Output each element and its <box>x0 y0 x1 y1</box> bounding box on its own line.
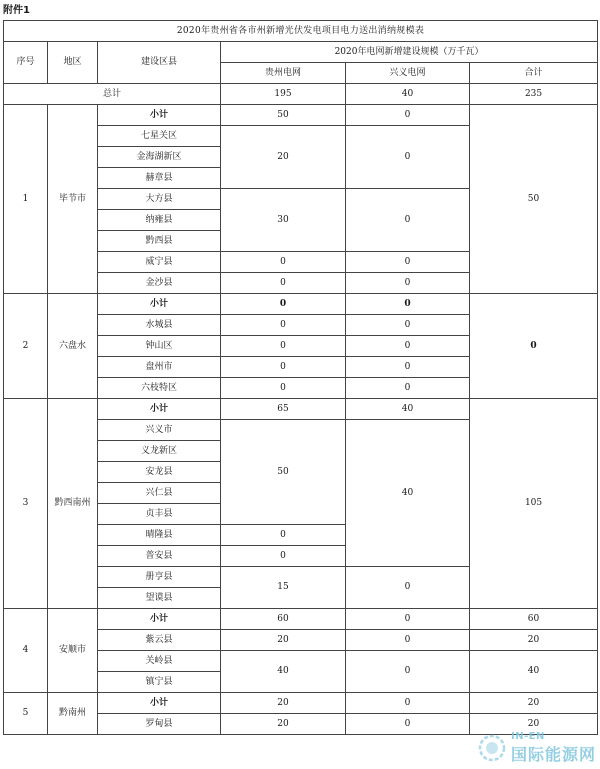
subtotal-xingyi: 0 <box>346 105 470 126</box>
county-cell: 钟山区 <box>98 336 221 357</box>
guizhou-cell: 40 <box>221 651 346 693</box>
county-cell: 威宁县 <box>98 252 221 273</box>
county-cell: 紫云县 <box>98 630 221 651</box>
subtotal-xingyi: 0 <box>346 294 470 315</box>
xingyi-cell: 0 <box>346 252 470 273</box>
xingyi-cell: 0 <box>346 357 470 378</box>
table-row <box>4 609 598 630</box>
xingyi-cell: 0 <box>346 378 470 399</box>
county-cell: 六枝特区 <box>98 378 221 399</box>
guizhou-cell: 0 <box>221 525 346 546</box>
subtotal-label: 小计 <box>98 399 221 420</box>
watermark-cn: 国际能源网 <box>510 745 596 764</box>
watermark <box>476 729 596 767</box>
county-cell: 贞丰县 <box>98 504 221 525</box>
grand-total-label: 总计 <box>4 84 221 105</box>
subtotal-xingyi: 0 <box>346 693 470 714</box>
county-cell: 水城县 <box>98 315 221 336</box>
capacity-table <box>3 20 598 735</box>
county-cell: 黔西县 <box>98 231 221 252</box>
grand-total-row <box>4 84 598 105</box>
subtotal-xingyi: 40 <box>346 399 470 420</box>
table-row <box>4 693 598 714</box>
county-cell: 盘州市 <box>98 357 221 378</box>
subtotal-label: 小计 <box>98 693 221 714</box>
table-row <box>4 105 598 126</box>
header-seq: 序号 <box>4 42 48 84</box>
county-cell: 大方县 <box>98 189 221 210</box>
county-cell: 兴义市 <box>98 420 221 441</box>
region-total: 50 <box>470 105 598 294</box>
xingyi-cell: 0 <box>346 273 470 294</box>
subtotal-guizhou: 0 <box>221 294 346 315</box>
seq-cell: 2 <box>4 294 48 399</box>
guizhou-cell: 20 <box>221 714 346 735</box>
total-cell: 20 <box>470 714 598 735</box>
region-cell: 黔南州 <box>48 693 98 735</box>
region-cell: 毕节市 <box>48 105 98 294</box>
guizhou-cell: 30 <box>221 189 346 252</box>
county-cell: 兴仁县 <box>98 483 221 504</box>
table-row <box>4 399 598 420</box>
guizhou-cell: 15 <box>221 567 346 609</box>
xingyi-cell: 0 <box>346 336 470 357</box>
guizhou-cell: 50 <box>221 420 346 525</box>
xingyi-cell: 0 <box>346 567 470 609</box>
table-row <box>4 294 598 315</box>
xingyi-cell: 0 <box>346 189 470 252</box>
subtotal-guizhou: 60 <box>221 609 346 630</box>
grand-total-xingyi: 40 <box>346 84 470 105</box>
subtotal-label: 小计 <box>98 105 221 126</box>
county-cell: 关岭县 <box>98 651 221 672</box>
subtotal-guizhou: 20 <box>221 693 346 714</box>
subtotal-label: 小计 <box>98 294 221 315</box>
region-cell: 六盘水 <box>48 294 98 399</box>
region-cell: 黔西南州 <box>48 399 98 609</box>
guizhou-cell: 0 <box>221 378 346 399</box>
xingyi-cell: 0 <box>346 630 470 651</box>
guizhou-cell: 0 <box>221 252 346 273</box>
county-cell: 册亨县 <box>98 567 221 588</box>
subtotal-label: 小计 <box>98 609 221 630</box>
guizhou-cell: 20 <box>221 126 346 189</box>
subtotal-guizhou: 65 <box>221 399 346 420</box>
xingyi-cell: 0 <box>346 714 470 735</box>
total-cell: 40 <box>470 651 598 693</box>
xingyi-cell: 0 <box>346 126 470 189</box>
county-cell: 望谟县 <box>98 588 221 609</box>
seq-cell: 4 <box>4 609 48 693</box>
county-cell: 义龙新区 <box>98 441 221 462</box>
county-cell: 镇宁县 <box>98 672 221 693</box>
guizhou-cell: 20 <box>221 630 346 651</box>
watermark-en: IN-EN <box>510 731 545 742</box>
subtotal-total: 60 <box>470 609 598 630</box>
guizhou-cell: 0 <box>221 273 346 294</box>
xingyi-cell: 0 <box>346 651 470 693</box>
county-cell: 罗甸县 <box>98 714 221 735</box>
county-cell: 七星关区 <box>98 126 221 147</box>
seq-cell: 3 <box>4 399 48 609</box>
guizhou-cell: 0 <box>221 336 346 357</box>
guizhou-cell: 0 <box>221 546 346 567</box>
header-county: 建设区县 <box>98 42 221 84</box>
county-cell: 晴隆县 <box>98 525 221 546</box>
header-region: 地区 <box>48 42 98 84</box>
title-row <box>4 21 598 42</box>
subtotal-guizhou: 50 <box>221 105 346 126</box>
attachment-label: 附件1 <box>3 5 30 16</box>
guizhou-cell: 0 <box>221 315 346 336</box>
county-cell: 金沙县 <box>98 273 221 294</box>
xingyi-cell: 40 <box>346 420 470 567</box>
header-row-1 <box>4 42 598 63</box>
seq-cell: 5 <box>4 693 48 735</box>
guizhou-cell: 0 <box>221 357 346 378</box>
header-total: 合计 <box>470 63 598 84</box>
grand-total-total: 235 <box>470 84 598 105</box>
county-cell: 安龙县 <box>98 462 221 483</box>
subtotal-total: 20 <box>470 693 598 714</box>
county-cell: 纳雍县 <box>98 210 221 231</box>
county-cell: 赫章县 <box>98 168 221 189</box>
watermark-logo-icon <box>477 733 507 763</box>
header-guizhou: 贵州电网 <box>221 63 346 84</box>
county-cell: 金海湖新区 <box>98 147 221 168</box>
county-cell: 普安县 <box>98 546 221 567</box>
header-xingyi: 兴义电网 <box>346 63 470 84</box>
total-cell: 20 <box>470 630 598 651</box>
seq-cell: 1 <box>4 105 48 294</box>
xingyi-cell: 0 <box>346 315 470 336</box>
subtotal-xingyi: 0 <box>346 609 470 630</box>
region-total: 105 <box>470 399 598 609</box>
table-title: 2020年贵州省各市州新增光伏发电项目电力送出消纳规模表 <box>4 21 598 42</box>
header-scale: 2020年电网新增建设规模（万千瓦） <box>221 42 598 63</box>
region-cell: 安顺市 <box>48 609 98 693</box>
grand-total-guizhou: 195 <box>221 84 346 105</box>
region-total: 0 <box>470 294 598 399</box>
